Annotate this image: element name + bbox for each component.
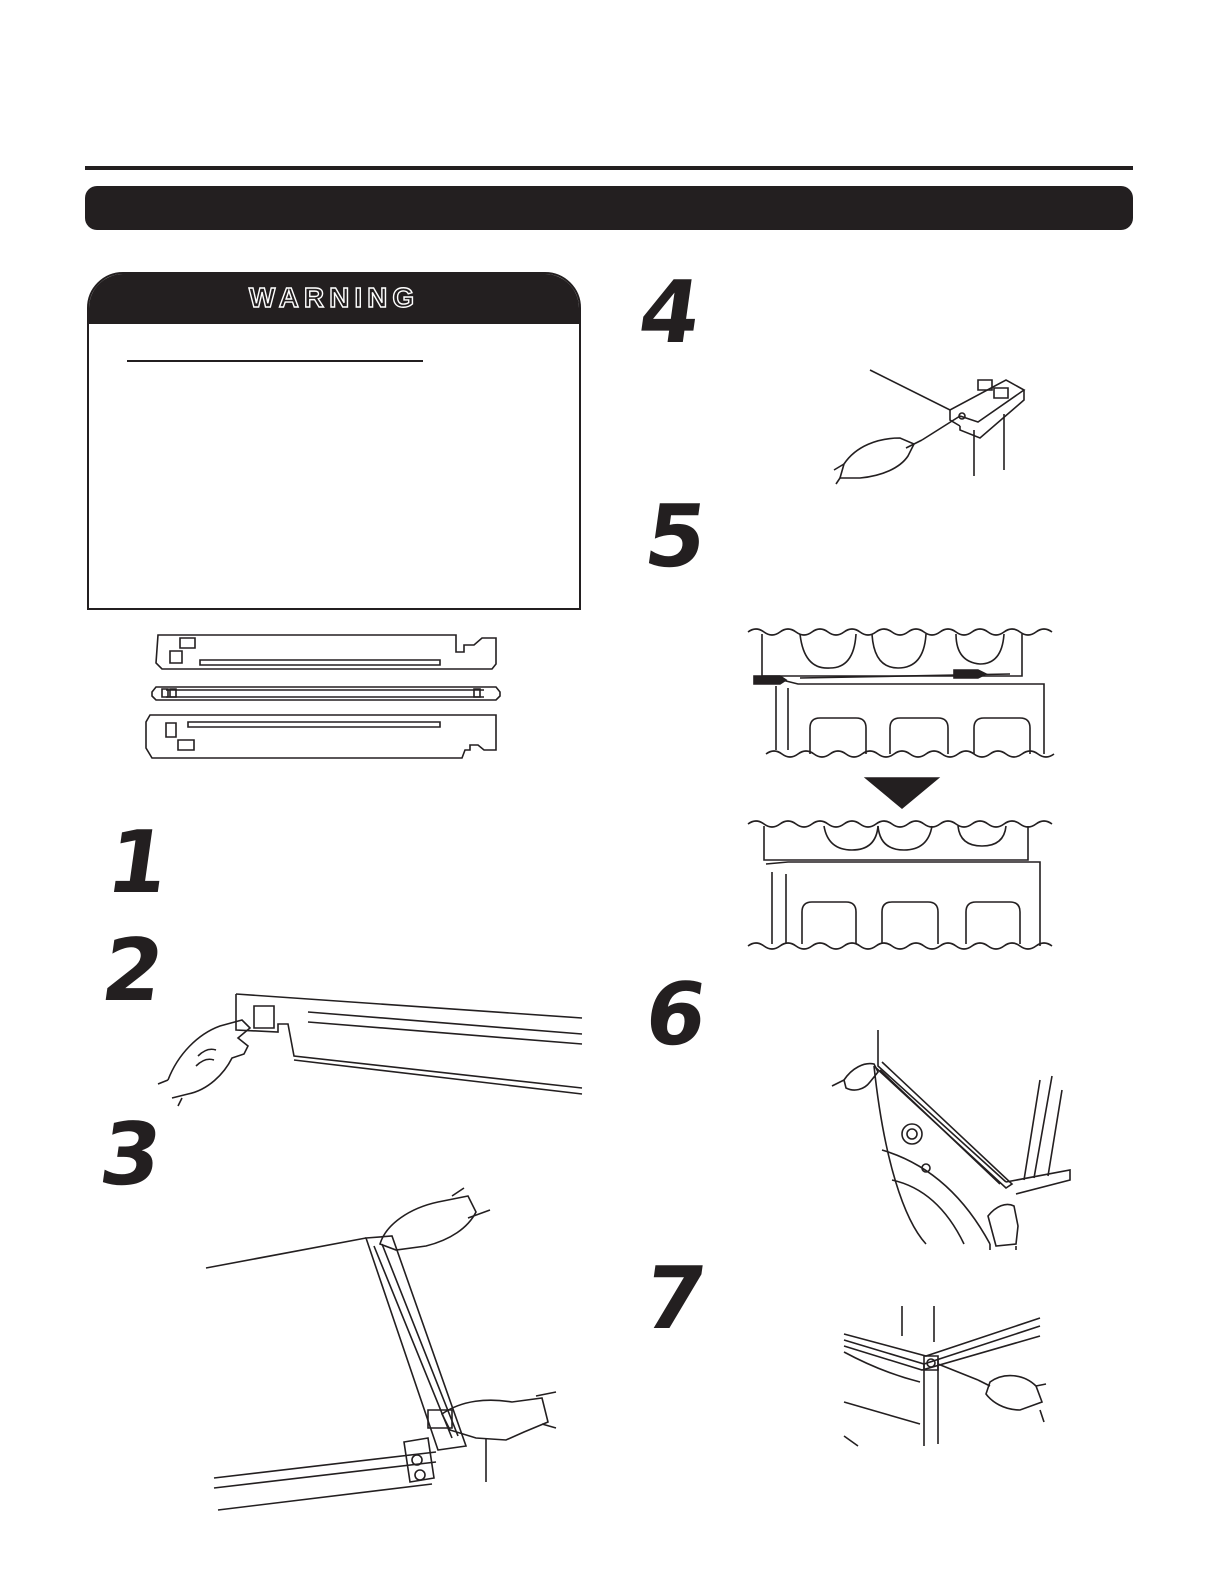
- warning-header: [89, 274, 579, 324]
- step-6-slide-strip-illustration: [830, 1030, 1070, 1250]
- step-2-peel-tape-illustration: [158, 994, 582, 1106]
- step-3-attach-strip-illustration: [206, 1188, 556, 1522]
- step-number-3: 3: [93, 1105, 168, 1205]
- warning-title: WARNING: [248, 282, 420, 313]
- step-number-2: 2: [95, 921, 170, 1021]
- step-number-5: 5: [638, 487, 713, 587]
- step-number-6: 6: [638, 965, 713, 1065]
- step-number-7: 7: [637, 1249, 712, 1349]
- section-header-bar: [85, 186, 1133, 230]
- step-5-stack-dryer-illustration: [748, 624, 1068, 960]
- warning-box: [87, 272, 581, 610]
- step-number-4: 4: [632, 263, 707, 363]
- stacking-kit-parts-illustration: [140, 632, 510, 772]
- step-number-1: 1: [100, 813, 175, 913]
- step-7-secure-strip-illustration: [840, 1306, 1046, 1448]
- top-rule: [85, 166, 1133, 170]
- step-4-screw-illustration: [830, 360, 1034, 490]
- warning-underline: [127, 360, 423, 362]
